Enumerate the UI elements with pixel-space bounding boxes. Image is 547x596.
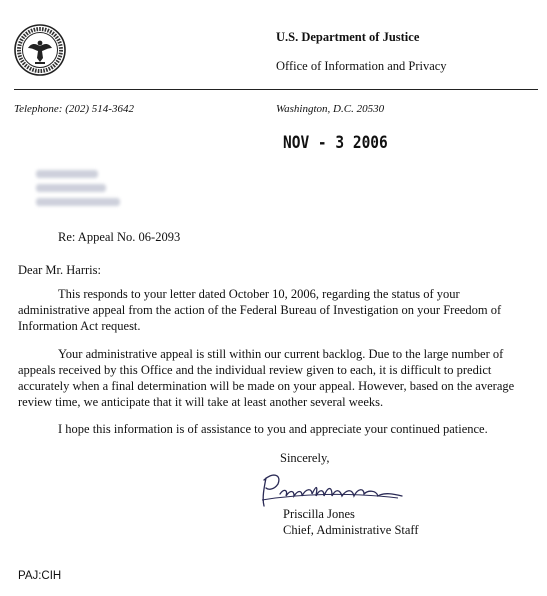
signer-name: Priscilla Jones [283,507,355,521]
appeal-reference: Re: Appeal No. 06-2093 [58,230,181,244]
body-paragraph-2: Your administrative appeal is still within our current backlog. Due to the large number of appeals received by this Office and the individual review given to each, it is difficult to predict accurately when a final determination will be made on your appeal. However, based on the average review time, we anticipate that it will take at least another several weeks. [18,347,515,409]
doj-seal-icon [14,24,66,76]
signer-title: Chief, Administrative Staff [283,523,419,537]
date-stamp: NOV - 3 2006 [283,134,388,153]
handwritten-signature [258,468,408,512]
letterhead-divider [14,89,538,90]
office-name: Office of Information and Privacy [276,59,447,73]
department-name: U.S. Department of Justice [276,30,420,44]
telephone-number: Telephone: (202) 514-3642 [14,103,134,115]
office-location: Washington, D.C. 20530 [276,103,385,115]
closing: Sincerely, [280,451,330,465]
body-paragraph-3: I hope this information is of assistance to you and appreciate your continued patience. [58,422,488,436]
recipient-address-redacted [36,170,136,212]
salutation: Dear Mr. Harris: [18,263,101,277]
body-paragraph-1: This responds to your letter dated October 10, 2006, regarding the status of your administrative appeal from the action of the Federal Bureau of Investigation on your Freedom of Information Act request. [18,287,502,333]
reference-initials: PAJ:CIH [18,570,62,582]
